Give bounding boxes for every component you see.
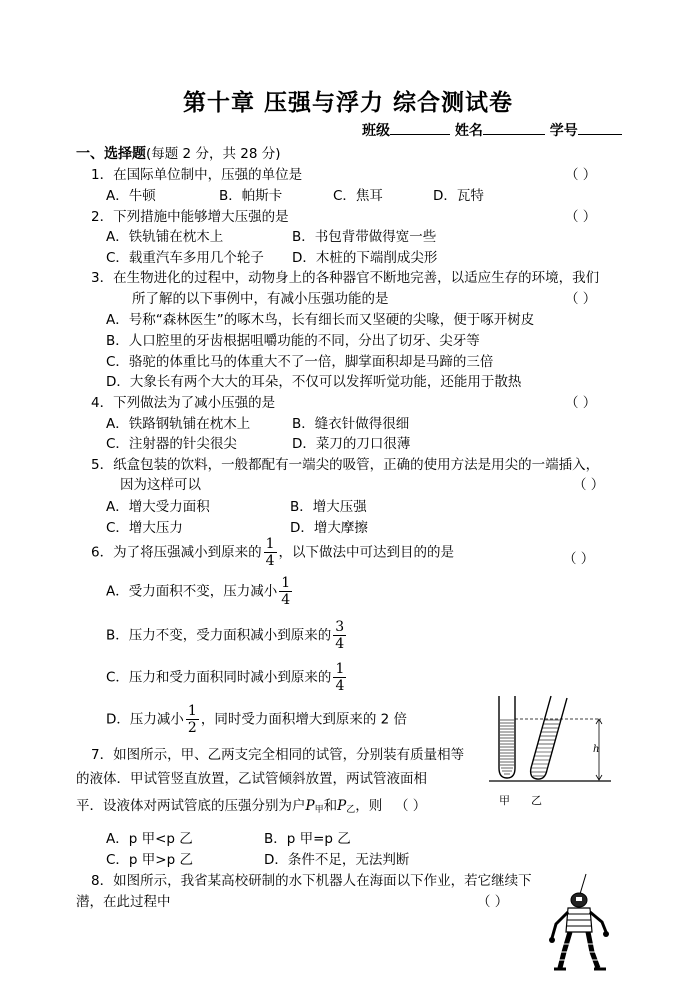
figure-yi-label: 乙 (531, 794, 542, 807)
q4-option-b: B．缝衣针做得很细 (292, 416, 410, 432)
q5-stem-line1: 5．纸盒包装的饮料，一般都配有一端尖的吸管，正确的使用方法是用尖的一端插入， (91, 457, 600, 473)
q3-stem-line2: 所了解的以下事例中，有减小压强功能的是 (132, 291, 389, 307)
q5-stem-line2: 因为这样可以 (120, 477, 201, 493)
q5-option-d: D．增大摩擦 (290, 520, 368, 536)
q6-d-fraction: $\frac{1}{2}$ (187, 703, 197, 736)
q5-option-b: B．增大压强 (290, 499, 367, 515)
q5-option-a: A．增大受力面积 (106, 499, 210, 515)
id-blank[interactable] (578, 120, 622, 135)
q6-option-a: A．受力面积不变，压力减小 $\frac{1}{4}$ (106, 575, 291, 608)
q6-option-c: C．压力和受力面积同时减小到原来的 $\frac{1}{4}$ (106, 661, 345, 694)
q6-option-d: D．压力减小 $\frac{1}{2}$ ，同时受力面积增大到原来的 2 倍 (106, 703, 407, 736)
q4-option-d: D．菜刀的刀口很薄 (292, 436, 411, 452)
q1-option-d: D．瓦特 (433, 188, 484, 204)
q2-option-a: A．铁轨铺在枕木上 (106, 229, 224, 245)
q8-answer-paren[interactable]: （ ） (477, 894, 509, 910)
q7-stem-line3: 平．设液体对两试管底的压强分别为户$P_甲$和$P_乙$，则 (76, 798, 383, 815)
q7-option-d: D．条件不足，无法判断 (264, 852, 410, 868)
underwater-robot-figure (548, 872, 614, 974)
class-label: 班级 (362, 123, 390, 139)
q4-answer-paren[interactable]: （ ） (565, 395, 597, 411)
q3-option-a: A．号称“森林医生”的啄木鸟，长有细长而又坚硬的尖喙，便于啄开树皮 (106, 312, 535, 328)
q1-stem: 1．在国际单位制中，压强的单位是 (91, 167, 303, 183)
page-title: 第十章 压强与浮力 综合测试卷 (182, 89, 513, 116)
q3-option-d: D．大象长有两个大大的耳朵，不仅可以发挥听觉功能，还能用于散热 (106, 374, 522, 390)
q5-answer-paren[interactable]: （ ） (573, 477, 605, 493)
q8-stem-line1: 8．如图所示，我省某高校研制的水下机器人在海面以下作业，若它继续下 (91, 873, 532, 889)
q4-option-a: A．铁路钢轨铺在枕木上 (106, 416, 251, 432)
q7-stem-line2: 的液体．甲试管竖直放置，乙试管倾斜放置，两试管液面相 (76, 771, 427, 787)
q2-option-c: C．载重汽车多用几个轮子 (106, 250, 264, 266)
section-heading: 一、选择题(每题 2 分，共 28 分) (76, 146, 281, 162)
q7-option-a: A．p 甲<p 乙 (106, 831, 193, 847)
q1-option-a: A．牛顿 (106, 188, 156, 204)
q1-option-b: B．帕斯卡 (219, 188, 283, 204)
q3-option-b: B．人口腔里的牙齿根据咀嚼功能的不同，分出了切牙、尖牙等 (106, 333, 480, 349)
student-info-line (362, 120, 622, 140)
q1-option-c: C．焦耳 (333, 188, 383, 204)
q6-b-fraction: $\frac{3}{4}$ (335, 619, 345, 652)
q7-option-c: C．p 甲>p 乙 (106, 852, 193, 868)
q8-stem-line2: 潜，在此过程中 (76, 894, 171, 910)
q2-stem: 2．下列措施中能够增大压强的是 (91, 209, 289, 225)
name-label: 姓名 (454, 123, 483, 139)
q3-option-c: C．骆驼的体重比马的体重大不了一倍，脚掌面积却是马蹄的三倍 (106, 354, 494, 370)
class-blank[interactable] (390, 120, 450, 135)
id-label: 学号 (549, 123, 578, 139)
q4-stem: 4．下列做法为了减小压强的是 (91, 395, 276, 411)
q2-option-d: D．木桩的下端削成尖形 (292, 250, 438, 266)
q2-answer-paren[interactable]: （ ） (565, 209, 597, 225)
q6-fraction-one-quarter: $\frac{1}{4}$ (265, 536, 275, 569)
q1-answer-paren[interactable]: （ ） (565, 167, 597, 183)
q7-answer-paren[interactable]: （ ） (395, 798, 427, 814)
figure-h-label: h (593, 744, 600, 755)
q2-option-b: B．书包背带做得宽一些 (292, 229, 437, 245)
q7-option-b: B．p 甲=p 乙 (264, 831, 351, 847)
q3-stem-line1: 3．在生物进化的过程中，动物身上的各种器官不断地完善，以适应生存的环境，我们 (91, 270, 600, 286)
q6-stem: 6．为了将压强减小到原来的 $\frac{1}{4}$ ，以下做法中可达到目的的是 (91, 536, 455, 569)
q6-answer-paren[interactable]: （ ） (563, 551, 595, 567)
q6-c-fraction: $\frac{1}{4}$ (335, 661, 345, 694)
q5-option-c: C．增大压力 (106, 520, 183, 536)
figure-jia-label: 甲 (499, 794, 510, 807)
q4-option-c: C．注射器的针尖很尖 (106, 436, 237, 452)
q3-answer-paren[interactable]: （ ） (565, 291, 597, 307)
test-tubes-figure (485, 692, 615, 810)
q6-option-b: B．压力不变，受力面积减小到原来的 $\frac{3}{4}$ (106, 619, 345, 652)
q6-a-fraction: $\frac{1}{4}$ (281, 575, 291, 608)
name-blank[interactable] (483, 120, 545, 135)
q7-stem-line1: 7．如图所示，甲、乙两支完全相同的试管，分别装有质量相等 (91, 747, 465, 763)
